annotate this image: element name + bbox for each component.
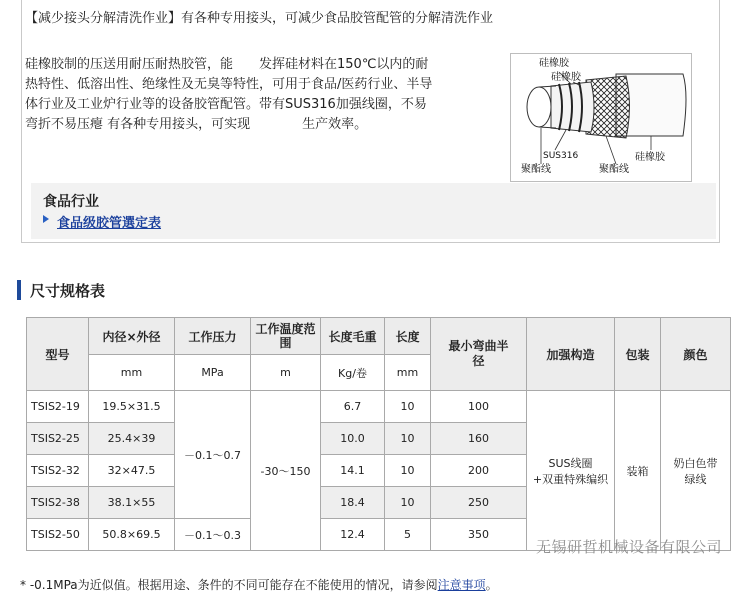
cell-model: TSIS2-19	[27, 391, 89, 423]
color-line-1: 奶白色带	[673, 456, 718, 470]
triangle-right-icon	[43, 215, 49, 223]
header-pack: 包装	[615, 318, 661, 391]
cell-diameter: 25.4×39	[89, 423, 175, 455]
food-hose-selection-link[interactable]: 食品级胶管選定表	[57, 216, 162, 231]
diagram-label-polyester-1: 聚酯线	[521, 164, 551, 175]
cell-weight: 14.1	[321, 455, 385, 487]
header-reinforce: 加强构造	[527, 318, 615, 391]
intro-tag: 【减少接头分解清洗作业】	[25, 11, 182, 26]
cell-bend: 200	[431, 455, 527, 487]
cell-length: 10	[385, 487, 431, 519]
header-weight: 长度毛重	[321, 318, 385, 355]
company-watermark: 无锡研哲机械设备有限公司	[536, 538, 723, 556]
cell-bend: 250	[431, 487, 527, 519]
cell-color	[661, 391, 731, 551]
cell-weight: 6.7	[321, 391, 385, 423]
cell-model: TSIS2-50	[27, 519, 89, 551]
cell-bend: 350	[431, 519, 527, 551]
desc-line-2: 热特性、低溶出性、绝缘性及无臭等特性，可用于食品/医药行业、半导	[25, 77, 433, 92]
footnote-end: 。	[485, 578, 498, 592]
cell-weight: 10.0	[321, 423, 385, 455]
desc-line-1: 硅橡胶制的压送用耐压耐热胶管，能 发挥硅材料在150℃以内的耐	[25, 57, 429, 72]
cell-temp-range: -30～150	[251, 391, 321, 551]
cell-weight: 12.4	[321, 519, 385, 551]
product-description	[25, 55, 495, 135]
cell-pressure-b: －0.1～0.3	[175, 519, 251, 551]
cell-diameter: 19.5×31.5	[89, 391, 175, 423]
cell-pressure-a: －0.1～0.7	[175, 391, 251, 519]
cell-model: TSIS2-25	[27, 423, 89, 455]
header-diameter: 内径×外径	[89, 318, 175, 355]
reinforce-line-2: +双重特殊编织	[532, 472, 609, 486]
header-model: 型号	[27, 318, 89, 391]
cell-pack: 装箱	[615, 391, 661, 551]
cell-model: TSIS2-32	[27, 455, 89, 487]
unit-pressure: MPa	[175, 355, 251, 391]
color-line-2: 绿线	[684, 472, 707, 486]
cell-reinforce	[527, 391, 615, 551]
header-color: 颜色	[661, 318, 731, 391]
precautions-link[interactable]: 注意事项	[437, 578, 486, 592]
unit-weight: Kg/卷	[321, 355, 385, 391]
food-industry-box	[31, 183, 716, 239]
unit-length: mm	[385, 355, 431, 391]
desc-line-4: 弯折不易压瘪 有各种专用接头，可实现 生产效率。	[25, 117, 368, 132]
food-industry-title: 食品行业	[43, 194, 99, 210]
header-temp: 工作温度范围	[251, 318, 321, 355]
cell-length: 10	[385, 455, 431, 487]
desc-line-3: 体行业及工业炉行业等的设备胶管配管。带有SUS316加强线圈，不易	[25, 97, 427, 112]
cell-diameter: 50.8×69.5	[89, 519, 175, 551]
section-title: 尺寸规格表	[30, 282, 106, 300]
header-bend-radius: 最小弯曲半径	[431, 318, 527, 391]
cell-length: 5	[385, 519, 431, 551]
unit-diameter: mm	[89, 355, 175, 391]
header-pressure: 工作压力	[175, 318, 251, 355]
header-length: 长度	[385, 318, 431, 355]
cell-bend: 160	[431, 423, 527, 455]
reinforce-line-1: SUS线圈	[548, 456, 593, 470]
cell-model: TSIS2-38	[27, 487, 89, 519]
intro-text: 有各种专用接头，可减少食品胶管配管的分解清洗作业	[181, 11, 494, 26]
cell-diameter: 38.1×55	[89, 487, 175, 519]
unit-temp: m	[251, 355, 321, 391]
cell-weight: 18.4	[321, 487, 385, 519]
cell-diameter: 32×47.5	[89, 455, 175, 487]
diagram-label-silicone-top2: 硅橡胶	[551, 72, 581, 83]
hose-drawing	[511, 54, 691, 181]
cell-bend: 100	[431, 391, 527, 423]
cell-length: 10	[385, 423, 431, 455]
hose-structure-diagram	[510, 53, 692, 182]
cell-length: 10	[385, 391, 431, 423]
diagram-label-silicone-top1: 硅橡胶	[539, 58, 569, 69]
table-row	[27, 391, 731, 423]
spec-table	[26, 317, 731, 551]
footnote	[20, 576, 498, 593]
footnote-text: * -0.1MPa为近似值。根据用途、条件的不同可能存在不能使用的情况，请参阅	[20, 578, 438, 592]
diagram-label-polyester-2: 聚酯线	[599, 164, 629, 175]
diagram-label-sus316: SUS316	[543, 151, 579, 161]
diagram-label-silicone-right: 硅橡胶	[635, 152, 665, 163]
section-accent-bar	[17, 280, 21, 300]
intro-line	[25, 7, 493, 26]
